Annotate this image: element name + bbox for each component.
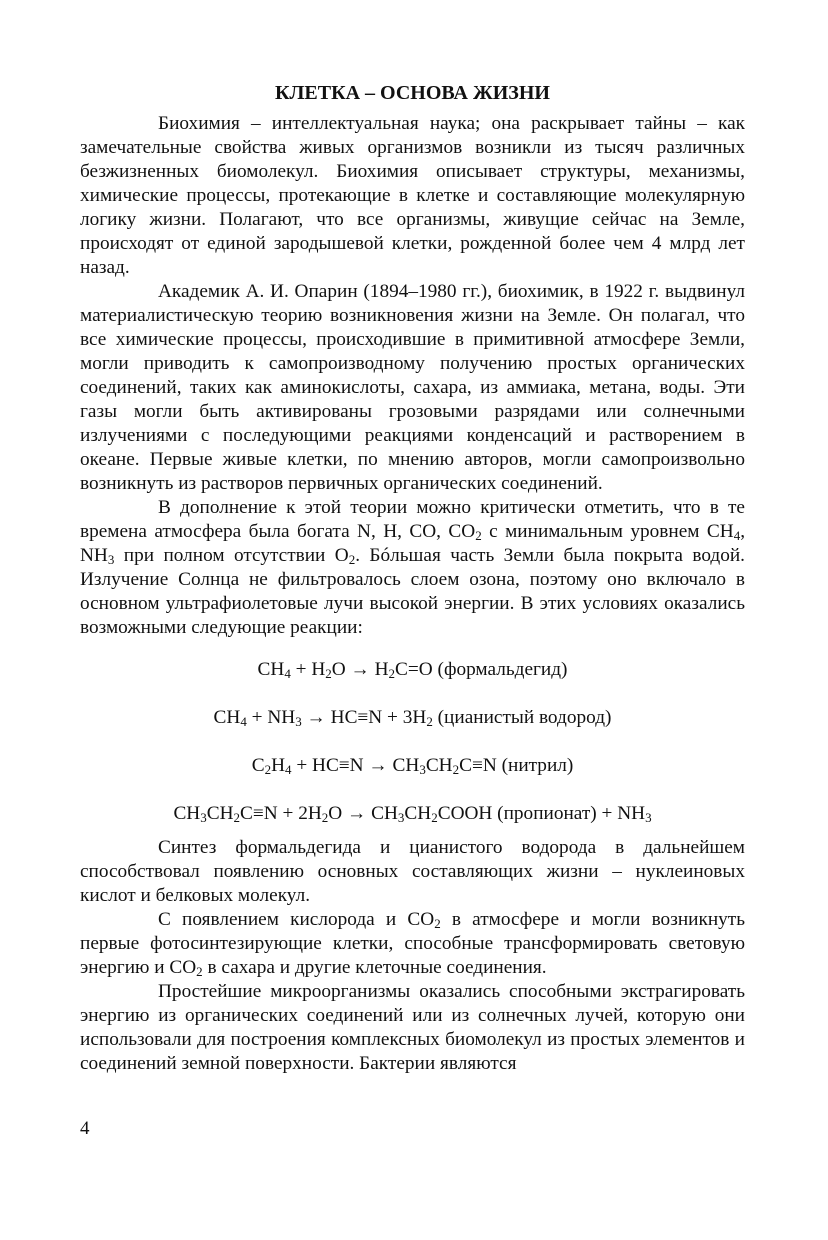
subscript: 2 — [388, 666, 396, 681]
paragraph-oparin: Академик А. И. Опарин (1894–1980 гг.), биохимик, в 1922 г. выдвинул материалистическую теорию возникновения жизни на Земле. Он полагал, что все химические процессы, происходившие в примитивной атмосфере Земли, могли приводить к самопроизводному получению простых органических соединений, таких как аминокислоты, сахара, из аммиака, метана, воды. Эти газы могли быть активированы грозовыми разрядами или солнечными излучениями с последующими реакциями конденсаций и растворением в океане. Первые живые клетки, по мнению авторов, могли самопроизвольно возникнуть из растворов первичных органических соединений. — [80, 281, 745, 494]
text-span: COOH (пропионат) + NH — [437, 803, 646, 824]
paragraph-biochemistry: Биохимия – интеллектуальная наука; она раскрывает тайны – как замечательные свойства живых организмов возникли из тысяч различных безжизненных биомолекул. Биохимия описывает структуры, механизмы, химические процессы, протекающие в клетке и составляющие молекулярную логику жизни. Полагают, что все организмы, живущие сейчас на Земле, происходят от единой зародышевой клетки, рожденной более чем 4 млрд лет назад. — [80, 113, 745, 278]
paragraph-microorganisms: Простейшие микроорганизмы оказались способными экстрагировать энергию из органических соединений или из солнечных лучей, которую они использовали для построения комплексных биомолекул из простых элементов и соединений земной поверхности. Бактерии являются — [80, 981, 745, 1074]
text-span: с минимальным уровнем CH — [481, 521, 734, 542]
text-span: С появлением кислорода и CO — [158, 909, 435, 930]
subscript: 3 — [200, 810, 207, 825]
text-span: O → H — [331, 659, 389, 680]
subscript: 2 — [325, 666, 332, 681]
text-span: CH — [213, 707, 241, 728]
text-span: C=O (формальдегид) — [395, 659, 568, 680]
subscript: 2 — [196, 964, 203, 979]
text-span: CH — [206, 803, 234, 824]
subscript: 3 — [295, 714, 302, 729]
subscript: 2 — [426, 714, 433, 729]
page-content — [80, 78, 745, 1076]
text-span: В дополнение к этой теории можно критически отметить, что в те времена атмосфера была богата N, H, CO, CO — [80, 497, 745, 542]
subscript: 4 — [284, 666, 291, 681]
text-span: C≡N (нитрил) — [459, 755, 574, 776]
reaction-propionate — [80, 802, 745, 826]
subscript: 4 — [285, 762, 292, 777]
subscript: 2 — [348, 552, 356, 567]
text-span: в сахара и другие клеточные соединения. — [202, 957, 547, 978]
subscript: 2 — [452, 762, 460, 777]
reaction-formaldehyde — [80, 658, 745, 682]
subscript: 4 — [240, 714, 247, 729]
text-span: при полном отсутствии O — [114, 545, 349, 566]
subscript: 2 — [233, 810, 241, 825]
text-span: C≡N + 2H — [240, 803, 322, 824]
text-span: + H — [290, 659, 326, 680]
reaction-nitrile — [80, 754, 745, 778]
text-span: CH — [257, 659, 285, 680]
subscript: 4 — [733, 528, 741, 543]
subscript: 3 — [645, 810, 652, 825]
text-span: в атмосфере и могли возникнуть первые фотосинтезирующие клетки, способные трансформировать световую энергию и CO — [80, 909, 745, 978]
text-span: CH — [425, 755, 453, 776]
text-span: + HC≡N → CH — [291, 755, 420, 776]
text-span: , NH — [80, 521, 746, 566]
subscript: 2 — [475, 528, 482, 543]
paragraph-atmosphere — [80, 496, 745, 640]
text-span: . Бóльшая часть Земли была покрыта водой. Излучение Солнца не фильтровалось слоем озона, поэтому оно включало в основном ультрафиолетовые лучи высокой энергии. В этих условиях оказались возможными следующие реакции: — [80, 545, 745, 638]
subscript: 3 — [419, 762, 426, 777]
text-span: C — [251, 755, 265, 776]
page-number: 4 — [80, 1118, 90, 1139]
subscript: 3 — [107, 552, 115, 567]
text-span: H — [271, 755, 285, 776]
page-title: КЛЕТКА – ОСНОВА ЖИЗНИ — [275, 82, 550, 104]
paragraph-oxygen — [80, 908, 745, 980]
text-span: CH — [173, 803, 201, 824]
paragraph-synthesis: Синтез формальдегида и цианистого водорода в дальнейшем способствовал появлению основных составляющих жизни – нуклеиновых кислот и белковых молекул. — [80, 837, 745, 906]
reaction-hydrogen-cyanide — [80, 706, 745, 730]
text-span: → HC≡N + 3H — [301, 707, 427, 728]
subscript: 2 — [321, 810, 329, 825]
subscript: 3 — [397, 810, 405, 825]
text-span: CH — [404, 803, 432, 824]
text-span: O → CH — [328, 803, 398, 824]
reaction-list — [80, 658, 745, 826]
subscript: 2 — [434, 916, 441, 931]
subscript: 2 — [264, 762, 272, 777]
subscript: 2 — [431, 810, 438, 825]
text-span: + NH — [246, 707, 296, 728]
text-span: (цианистый водород) — [432, 707, 612, 728]
